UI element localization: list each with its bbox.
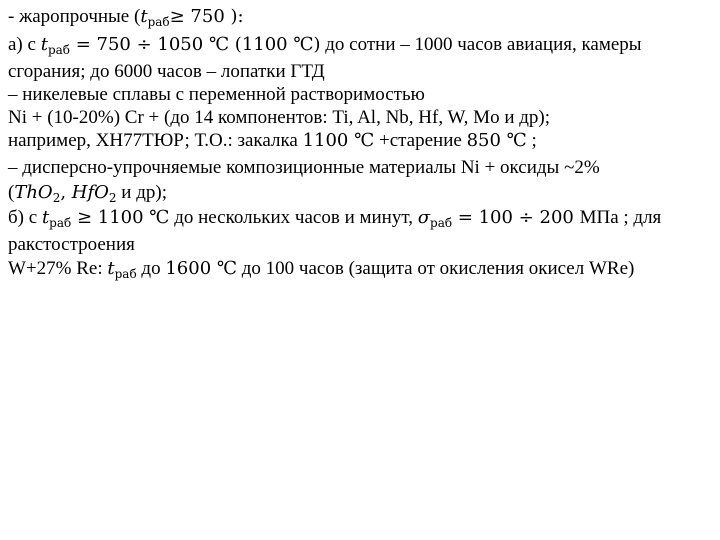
formula-temp: 1100 ℃ xyxy=(302,130,375,151)
line-item-b-cont: ракстостроения xyxy=(8,234,135,255)
t-subscript: раб xyxy=(147,15,170,29)
t-subscript: раб xyxy=(47,43,70,57)
separator: , xyxy=(60,182,72,203)
text: а) с xyxy=(8,34,41,55)
t-symbol: t xyxy=(140,6,148,27)
formula-t xyxy=(107,258,136,279)
text: +старение xyxy=(374,130,467,151)
formula-temp: ≥ 1100 ℃ xyxy=(71,207,170,228)
formula-temp: 850 ℃ xyxy=(466,130,527,151)
formula-t xyxy=(42,207,71,228)
t-subscript: раб xyxy=(49,216,72,230)
text: до нескольких часов и минут, xyxy=(169,207,418,228)
formula-range: = 750 ÷ 1050 ℃ (1100 ℃) xyxy=(70,34,321,55)
line-nickel-alloys: – никелевые сплавы с переменной растворимостью xyxy=(8,84,425,105)
t-symbol: t xyxy=(107,258,115,279)
text: МПа ; для xyxy=(579,207,662,228)
line-item-b xyxy=(8,206,661,230)
line-oxides xyxy=(8,181,167,205)
text: до xyxy=(136,258,166,279)
text: и др); xyxy=(116,182,167,203)
line-item-a xyxy=(8,33,642,57)
formula-symbol: HfO xyxy=(71,182,109,203)
t-symbol: t xyxy=(41,207,50,228)
t-symbol: t xyxy=(40,34,48,55)
line-example xyxy=(8,129,537,153)
line-dispersion: – дисперсно-упрочняемые композиционные материалы Ni + оксиды ~2% xyxy=(8,157,600,178)
formula-sigma xyxy=(418,207,452,228)
text: ( xyxy=(8,182,15,203)
text: W+27% Re: xyxy=(8,258,108,279)
text: ; xyxy=(526,130,537,151)
formula-text: ≥ 750 ): xyxy=(169,6,244,27)
text: например, ХН77ТЮР; Т.О.: закалка xyxy=(8,130,303,151)
text: б) с xyxy=(8,207,42,228)
text: до 100 часов (защита от окисления окисел WRe) xyxy=(237,258,635,279)
line-composition: Ni + (10-20%) Cr + (до 14 компонентов: Ti, Al, Nb, Hf, W, Mo и др); xyxy=(8,107,551,128)
t-subscript: раб xyxy=(114,267,137,281)
formula-subscript: 2 xyxy=(108,191,117,205)
formula-tho2 xyxy=(14,182,60,203)
formula-subscript: 2 xyxy=(52,191,61,205)
formula-hfo2 xyxy=(72,182,117,203)
text: до сотни – 1000 часов авиация, камеры xyxy=(320,34,642,55)
formula-t xyxy=(140,6,169,27)
line-tungsten-rhenium xyxy=(8,257,634,281)
text: - жаропрочные ( xyxy=(8,6,141,27)
line-item-a-cont: сгорания; до 6000 часов – лопатки ГТД xyxy=(8,61,325,82)
formula-temp: 1600 ℃ xyxy=(165,258,238,279)
formula-symbol: ThO xyxy=(14,182,53,203)
sigma-symbol: σ xyxy=(417,207,431,228)
formula-t xyxy=(41,34,70,55)
line-heat-resistant xyxy=(8,5,244,29)
formula-range: = 100 ÷ 200 xyxy=(452,207,580,228)
sigma-subscript: раб xyxy=(430,216,453,230)
